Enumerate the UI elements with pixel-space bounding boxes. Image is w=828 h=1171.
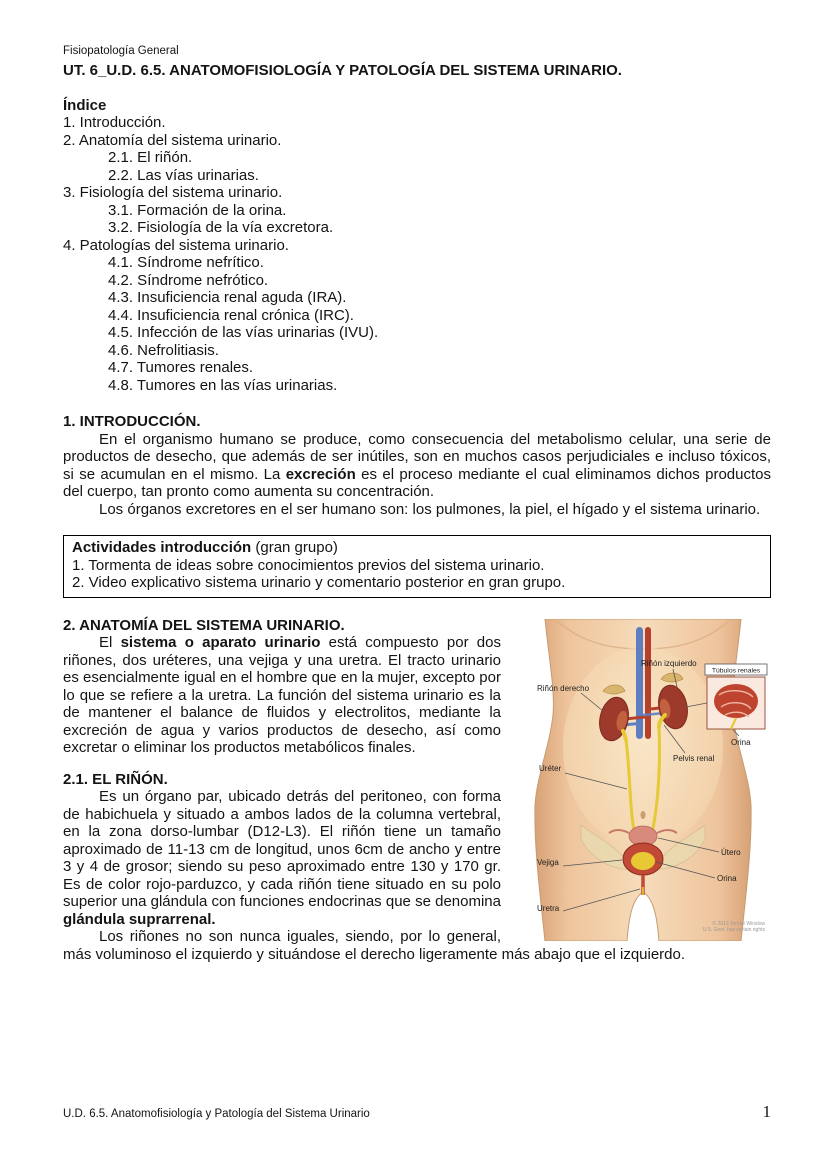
intro-paragraph-1 [63,431,771,501]
ureter-label: Uréter [539,763,562,773]
index-item: 4.7. Tumores renales. [108,359,254,376]
activities-item: 2. Video explicativo sistema urinario y comentario posterior en gran grupo. [72,574,566,591]
bladder-label: Vejiga [537,857,559,867]
footer-title: U.D. 6.5. Anatomofisiología y Patología del Sistema Urinario [63,1108,370,1120]
index-item: 3. Fisiología del sistema urinario. [63,184,283,201]
index-item: 2.1. El riñón. [108,149,193,166]
intro-p1-text-c: es el proceso mediante el cual eliminamos dichos productos del cuerpo, tan pronto como aumenta su concentración. [63,465,771,500]
anatomy-heading: 2. ANATOMÍA DEL SISTEMA URINARIO. [63,616,345,634]
page-footer [63,1103,771,1124]
activities-item: 1. Tormenta de ideas sobre conocimientos previos del sistema urinario. [72,556,545,574]
urine-top-label: Orina [731,737,751,747]
index-item: 3.1. Formación de la orina. [108,201,287,219]
anatomy-p-bold-sistema: sistema o aparato urinario [120,634,321,651]
activities-title: Actividades introducción [72,539,252,556]
activities-title-line [72,539,762,557]
urinary-system-illustration [515,619,771,941]
kidney-paragraph-2: Los riñones no son nunca iguales, siendo, por lo general, más voluminoso el izquierdo y situándose el derecho ligeramente más abajo que el izquierdo. [63,928,686,963]
index-item: 3.2. Fisiología de la vía excretora. [108,219,334,236]
kidney-left-label: Riñón izquierdo [641,658,697,668]
uterus-label: Útero [721,847,741,857]
urinary-system-figure [515,619,771,941]
index-item: 4.3. Insuficiencia renal aguda (IRA). [108,289,347,306]
aorta-shape [645,627,651,739]
figure-credit-line2: U.S. Govt. has certain rights [702,926,765,933]
renal-pelvis-label: Pelvis renal [673,753,715,763]
urine-in-bladder-shape [631,852,655,870]
introduction-heading: 1. INTRODUCCIÓN. [63,413,201,430]
urethra-label: Uretra [537,903,560,913]
index-section [63,97,771,395]
renal-tubules-label: Túbulos renales [711,667,761,674]
index-item: 2. Anatomía del sistema urinario. [63,131,282,149]
document-title: UT. 6_U.D. 6.5. ANATOMOFISIOLOGÍA Y PATOLOGÍA DEL SISTEMA URINARIO. [63,62,622,79]
page-number: 1 [762,1102,771,1121]
figure-credit-line1: © 2013 Terese Winslow [712,920,765,927]
index-item: 1. Introducción. [63,114,166,131]
kidney-right-label: Riñón derecho [537,683,590,693]
activities-box [63,535,771,598]
index-heading: Índice [63,96,107,114]
course-label: Fisiopatología General [63,45,179,57]
intro-paragraph-2: Los órganos excretores en el ser humano son: los pulmones, la piel, el hígado y el sistema urinario. [99,500,761,518]
urine-bottom-label: Orina [717,873,737,883]
anatomy-p-text-a: El [99,634,121,651]
bladder-shape [623,843,663,875]
kidney-p1-bold-suprarrenal: glándula suprarrenal. [63,910,216,928]
index-item: 4.1. Síndrome nefrítico. [108,254,264,271]
activities-title-suffix: (gran grupo) [251,539,338,556]
index-item: 4.6. Nefrolitiasis. [108,341,219,359]
index-item: 4.4. Insuficiencia renal crónica (IRC). [108,306,354,324]
index-item: 4.8. Tumores en las vías urinarias. [108,376,338,394]
anatomy-p-text-c: está compuesto por dos riñones, dos uréteres, una vejiga y una uretra. El tracto urinario es esencialmente igual en el hombre que en la mujer, excepto por lo que se refiere a la uretra. La función del sistema urinario es la de mantener el balance de fluidos y electrolitos, mediante la excreción de agua y varios productos de desecho, así como excretar o eliminar los productos metabólicos finales. [63,634,501,756]
navel-shape [641,811,646,819]
kidney-p1-text-a: Es un órgano par, ubicado detrás del peritoneo, con forma de habichuela y situado a ambos lados de la columna vertebral, en la zona dorso-lumbar (D12-L3). El riñón tiene un tamaño aproximado de 11-13 cm de longitud, unos 6cm de ancho y entre 3 y 4 de grosor; siendo su peso aproximado entre 130 y 170 gr. Es de color rojo-parduzco, y cada riñón tiene situado en su polo superior una glándula con funciones endocrinas que se denomina [63,788,501,910]
kidney-heading: 2.1. EL RIÑÓN. [63,770,168,788]
index-item: 4.5. Infección de las vías urinarias (IVU). [108,324,379,341]
intro-p1-text-a: En el organismo humano se produce, como consecuencia del metabolismo celular, una serie de productos de desecho, que además de ser inútiles, son en muchos casos perjudiciales e incluso tóxicos, si se acumulan en el mismo. La [63,430,771,483]
index-item: 2.2. Las vías urinarias. [108,166,259,184]
index-item: 4. Patologías del sistema urinario. [63,236,289,254]
intro-p1-bold-excrecion: excreción [285,465,356,483]
introduction-section [63,413,771,518]
anatomy-section [63,617,771,964]
index-item: 4.2. Síndrome nefrótico. [108,271,269,289]
